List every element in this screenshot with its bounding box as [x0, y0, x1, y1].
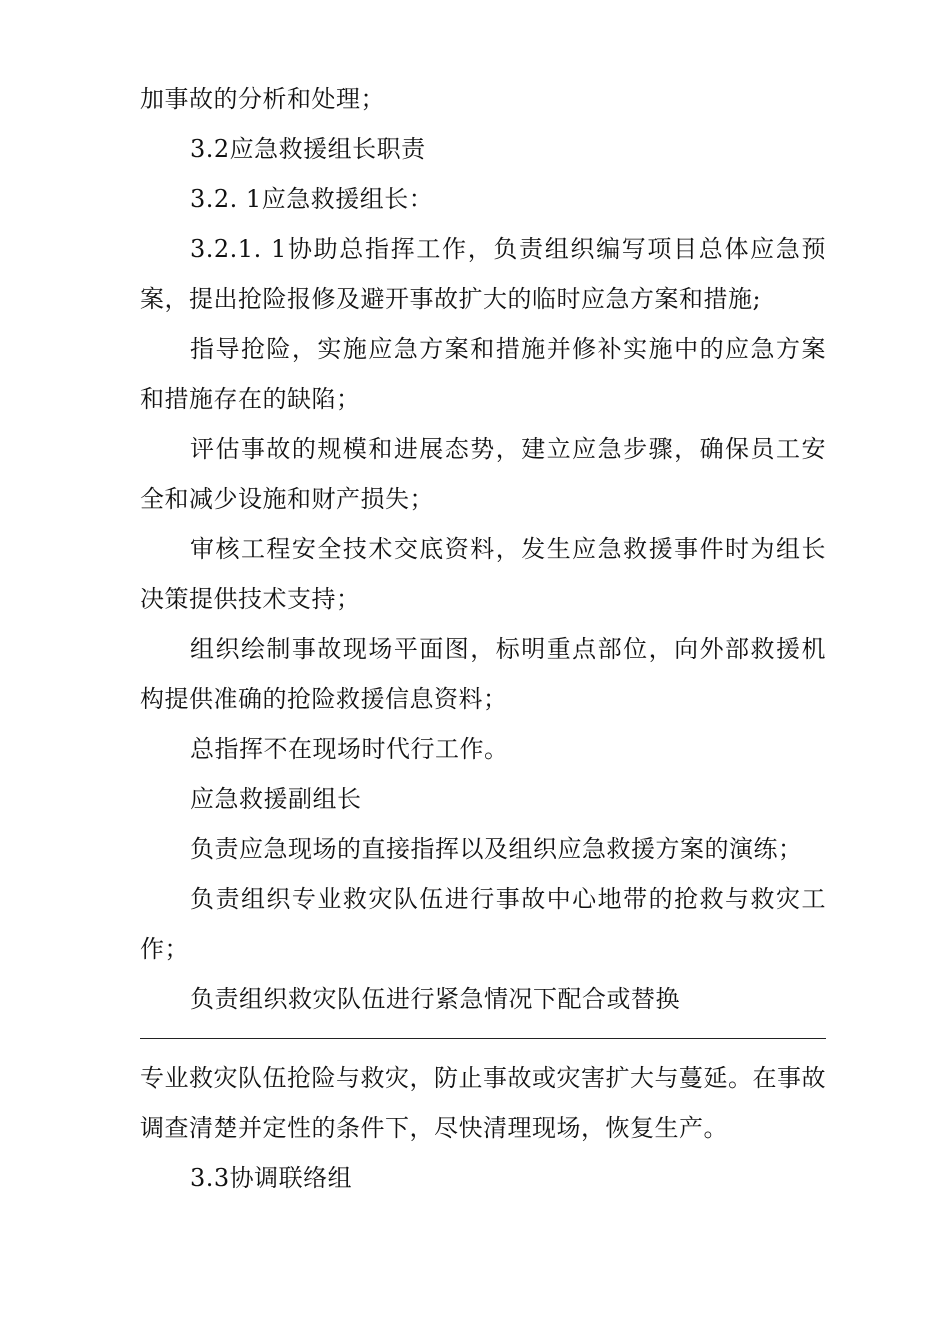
- paragraph: 专业救灾队伍抢险与救灾，防止事故或灾害扩大与蔓延。在事故调查清楚并定性的条件下，尽快清理现场，恢复生产。: [140, 1064, 826, 1142]
- paragraph: 组织绘制事故现场平面图，标明重点部位，向外部救援机构提供准确的抢险救援信息资料；: [140, 635, 826, 713]
- section-heading: 3.3协调联络组: [190, 1164, 353, 1192]
- subsection-heading: 3.2. 1应急救援组长：: [190, 185, 434, 213]
- paragraph: 3.2.1. 1协助总指挥工作，负责组织编写项目总体应急预案，提出抢险报修及避开事故扩大的临时应急方案和措施;: [140, 235, 826, 313]
- paragraph: 审核工程安全技术交底资料，发生应急救援事件时为组长决策提供技术支持；: [140, 535, 826, 613]
- section-heading: 3.2应急救援组长职责: [190, 135, 426, 163]
- paragraph: 负责组织救灾队伍进行紧急情况下配合或替换: [190, 985, 680, 1013]
- role-heading: 应急救援副组长: [190, 785, 362, 813]
- paragraph: 指导抢险，实施应急方案和措施并修补实施中的应急方案和措施存在的缺陷；: [140, 335, 826, 413]
- paragraph: 负责组织专业救灾队伍进行事故中心地带的抢救与救灾工作；: [140, 885, 826, 963]
- paragraph: 评估事故的规模和进展态势，建立应急步骤，确保员工安全和减少设施和财产损失；: [140, 435, 826, 513]
- paragraph: 加事故的分析和处理；: [140, 85, 385, 113]
- page-break-divider: [140, 1038, 826, 1039]
- document-page: [140, 74, 826, 1203]
- paragraph: 总指挥不在现场时代行工作。: [190, 735, 509, 763]
- paragraph: 负责应急现场的直接指挥以及组织应急救援方案的演练；: [190, 835, 803, 863]
